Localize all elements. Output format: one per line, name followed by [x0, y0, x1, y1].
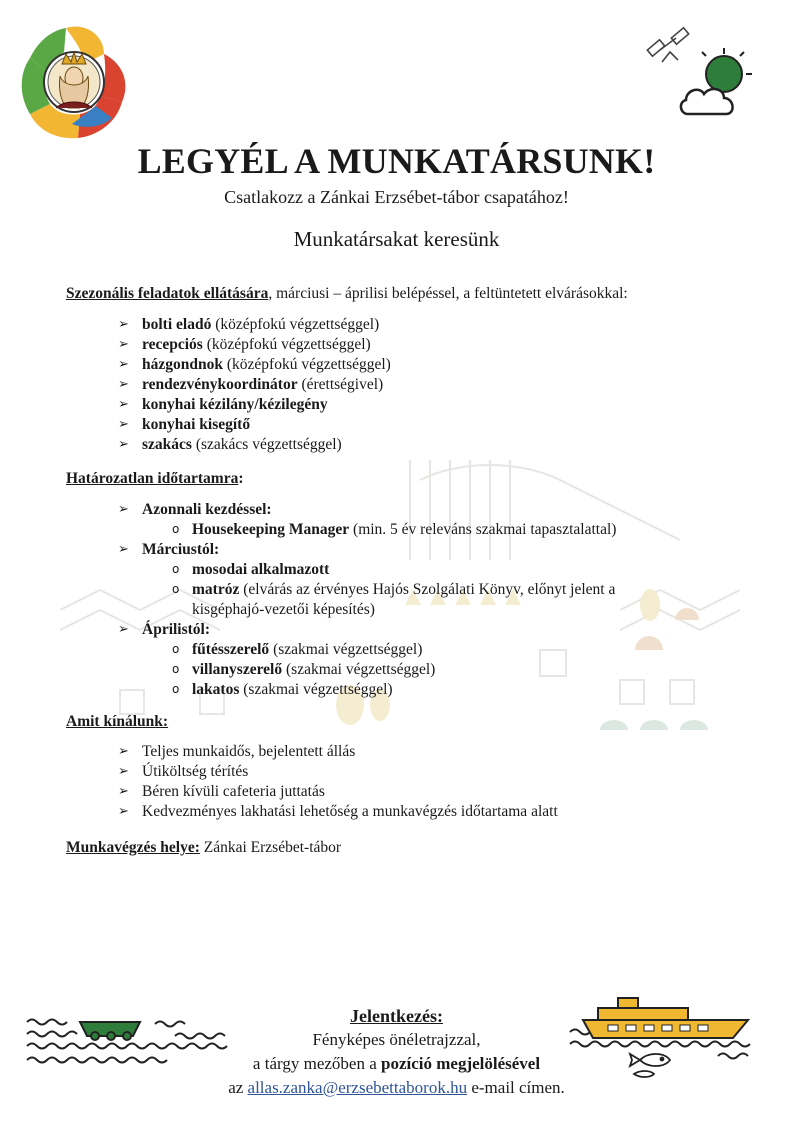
- seasonal-item: [118, 415, 391, 435]
- job-title: rendezvénykoordinátor: [142, 376, 298, 393]
- place-value: Zánkai Erzsébet-tábor: [199, 839, 342, 856]
- seasonal-list: [118, 315, 391, 455]
- seasonal-heading: Szezonális feladatok ellátására: [66, 285, 269, 302]
- seasonal-item: [118, 375, 391, 395]
- seasonal-intro-text: , márciusi – áprilisi belépéssel, a feltüntetett elvárásokkal:: [268, 285, 628, 302]
- satellite-icon: [647, 28, 688, 62]
- job-note: (elvárás az érvényes Hajós Szolgálati Könyv, előnyt jelent a kisgéphajó-vezetői képesítés): [192, 581, 616, 618]
- seasonal-item: [118, 335, 391, 355]
- job-note: (érettségivel): [297, 376, 384, 393]
- apply-heading: [0, 1006, 793, 1027]
- job-title: lakatos: [192, 681, 240, 698]
- offer-item: ➢ Útiköltség térítés: [118, 762, 558, 782]
- start-group: [118, 620, 678, 700]
- place-heading: Munkavégzés helye:: [66, 839, 200, 856]
- job-title: mosodai alkalmazott: [192, 561, 330, 578]
- job-item: [168, 640, 678, 660]
- offer-item: ➢ Kedvezményes lakhatási lehetőség a munkavégzés időtartama alatt: [118, 802, 558, 822]
- job-note: (középfokú végzettséggel): [222, 356, 391, 373]
- start-group-label: Azonnali kezdéssel:: [142, 501, 272, 518]
- start-group-jobs: [168, 520, 678, 540]
- subtitle: Csatlakozz a Zánkai Erzsébet-tábor csapatához!: [224, 187, 569, 207]
- offer-item: ➢ Teljes munkaidős, bejelentett állás: [118, 742, 558, 762]
- job-title: bolti eladó: [142, 316, 212, 333]
- job-note: (szakmai végzettséggel): [282, 661, 436, 678]
- job-note: (szakmai végzettséggel): [239, 681, 393, 698]
- apply-line2: [0, 1054, 793, 1074]
- job-item: [168, 660, 678, 680]
- job-title: villanyszerelő: [192, 661, 283, 678]
- job-note: (szakmai végzettséggel): [269, 641, 423, 658]
- seasonal-intro: [66, 285, 628, 303]
- job-note: (szakács végzettséggel): [191, 436, 342, 453]
- start-group-jobs: [168, 560, 678, 620]
- apply-line2-bold: pozíció megjelölésével: [381, 1054, 541, 1073]
- searching-heading: Munkatársakat keresünk: [293, 227, 500, 251]
- apply-line3: [0, 1078, 793, 1098]
- job-title: recepciós: [142, 336, 203, 353]
- job-item: [168, 560, 678, 580]
- indefinite-list: [118, 500, 678, 700]
- job-title: konyhai kisegítő: [142, 416, 251, 433]
- start-group-label: Márciustól:: [142, 541, 220, 558]
- start-group: [118, 540, 678, 620]
- job-title: Housekeeping Manager: [192, 521, 350, 538]
- job-note: (középfokú végzettséggel): [202, 336, 371, 353]
- offer-list: [118, 742, 558, 822]
- place-line: [66, 839, 341, 857]
- job-item: [168, 680, 678, 700]
- sun-cloud-icon: [640, 26, 755, 118]
- apply-line2-pre: a tárgy mezőben a: [252, 1054, 381, 1073]
- apply-line3-post: e-mail címen.: [467, 1078, 565, 1097]
- job-item: [168, 580, 678, 620]
- job-note: (középfokú végzettséggel): [211, 316, 380, 333]
- apply-heading-text: Jelentkezés:: [350, 1006, 443, 1026]
- job-title: házgondnok: [142, 356, 223, 373]
- offer-heading-line: [66, 713, 168, 731]
- job-title: fűtésszerelő: [192, 641, 270, 658]
- page-title: LEGYÉL A MUNKATÁRSUNK!: [137, 141, 656, 181]
- indefinite-heading: Határozatlan időtartamra: [66, 470, 239, 487]
- job-title: matróz: [192, 581, 240, 598]
- apply-line1: Fényképes önéletrajzzal,: [312, 1030, 481, 1049]
- start-group-label: Áprilistól:: [142, 621, 211, 638]
- job-note: (min. 5 év releváns szakmai tapasztalattal): [349, 521, 617, 538]
- logo-emblem: [16, 24, 132, 144]
- start-group-jobs: [168, 640, 678, 700]
- seasonal-item: [118, 315, 391, 335]
- start-group: [118, 500, 678, 540]
- indefinite-colon: :: [238, 470, 244, 487]
- offer-heading: Amit kínálunk:: [66, 713, 169, 730]
- indefinite-heading-line: [66, 470, 244, 488]
- job-title: konyhai kézilány/kézilegény: [142, 396, 328, 413]
- email-link[interactable]: allas.zanka@erzsebettaborok.hu: [247, 1078, 468, 1097]
- seasonal-item: [118, 355, 391, 375]
- job-title: szakács: [142, 436, 192, 453]
- seasonal-item: [118, 395, 391, 415]
- seasonal-item: [118, 435, 391, 455]
- apply-line3-pre: az: [228, 1078, 248, 1097]
- offer-item: ➢ Béren kívüli cafeteria juttatás: [118, 782, 558, 802]
- job-item: [168, 520, 678, 540]
